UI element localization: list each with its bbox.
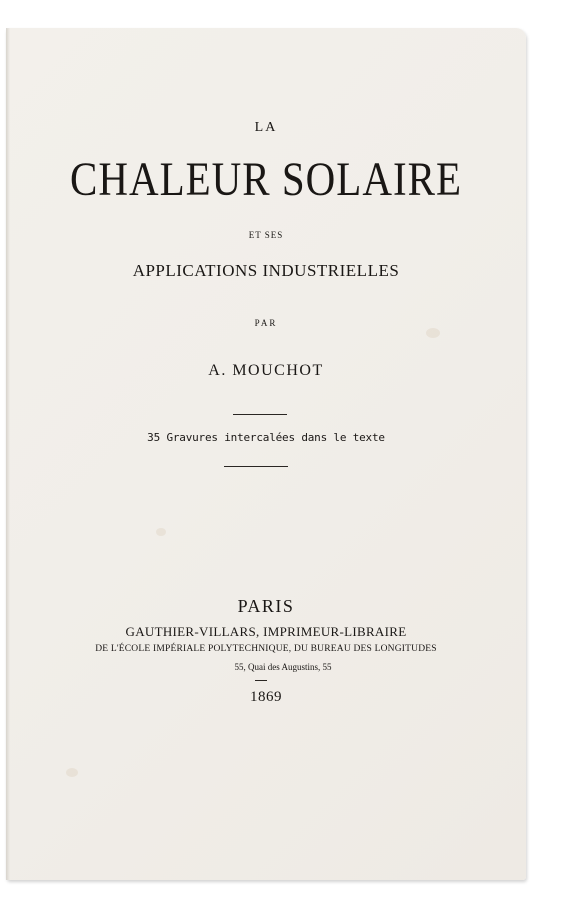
imprint-institution: DE L'ÉCOLE IMPÉRIALE POLYTECHNIQUE, DU BUREAU DES LONGITUDES bbox=[95, 644, 437, 654]
author-name: A. MOUCHOT bbox=[208, 362, 324, 379]
title-page bbox=[6, 28, 526, 880]
title-connector: ET SES bbox=[248, 230, 284, 240]
foxing-spot bbox=[426, 328, 440, 338]
divider-rule bbox=[224, 466, 288, 467]
title-article: LA bbox=[254, 120, 278, 135]
foxing-spot bbox=[66, 768, 78, 777]
by-line: PAR bbox=[254, 318, 278, 328]
divider-rule bbox=[233, 414, 287, 415]
imprint-publisher: GAUTHIER-VILLARS, IMPRIMEUR-LIBRAIRE bbox=[125, 624, 407, 639]
imprint-address: 55, Quai des Augustins, 55 bbox=[234, 662, 332, 672]
main-title: CHALEUR SOLAIRE bbox=[70, 152, 462, 206]
illustrations-note: 35 Gravures intercalées dans le texte bbox=[147, 431, 385, 444]
subtitle: APPLICATIONS INDUSTRIELLES bbox=[132, 261, 400, 280]
imprint-city: PARIS bbox=[237, 596, 295, 616]
divider-rule bbox=[255, 680, 267, 681]
foxing-spot bbox=[156, 528, 166, 536]
imprint-year: 1869 bbox=[250, 689, 282, 705]
